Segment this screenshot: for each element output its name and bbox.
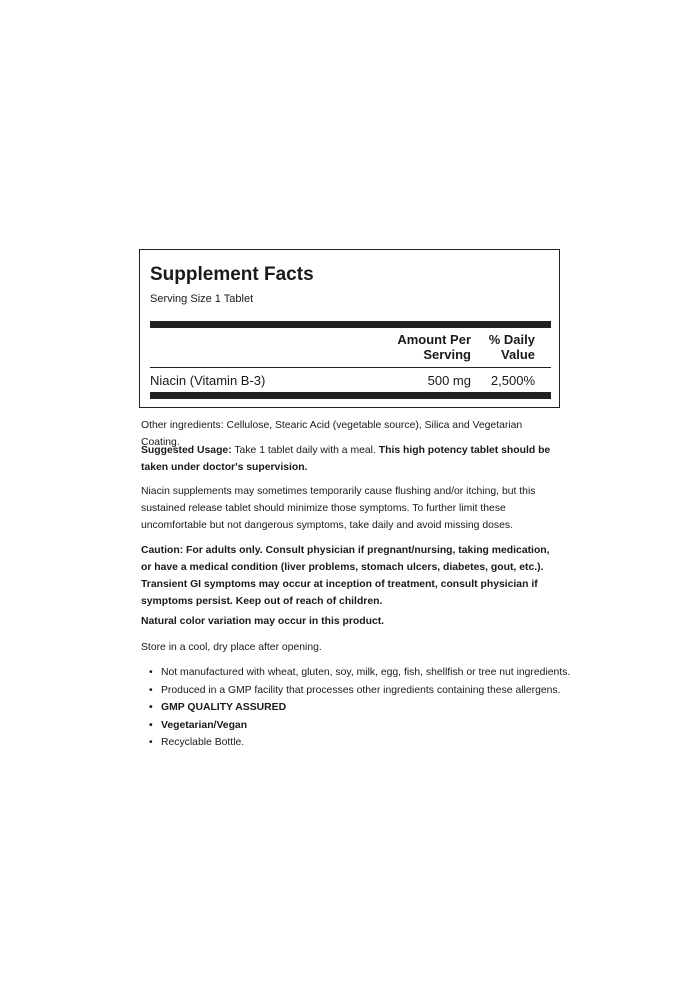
amount-header-line1: Amount Per <box>397 332 471 347</box>
list-item: • Produced in a GMP facility that processes other ingredients containing these allergens. <box>149 682 570 700</box>
suggested-usage <box>141 442 561 476</box>
dv-header-line2: Value <box>501 347 535 362</box>
suggested-usage-text: Take 1 tablet daily with a meal. <box>231 445 379 456</box>
dv-header-line1: % Daily <box>488 332 535 347</box>
facts-divider <box>150 367 551 368</box>
product-features-list <box>149 664 570 752</box>
serving-size: Serving Size 1 Tablet <box>150 293 254 305</box>
list-item: • GMP QUALITY ASSURED <box>149 699 570 717</box>
list-item: • Vegetarian/Vegan <box>149 717 570 735</box>
facts-top-bar <box>150 321 551 328</box>
niacin-note: Niacin supplements may sometimes temporarily cause flushing and/or itching, but this sustained release tablet should minimize those symptoms. To further limit these uncomfortable but not dangerous symptoms, take daily and avoid missing doses. <box>141 486 536 531</box>
caution-text: Caution: For adults only. Consult physician if pregnant/nursing, taking medication, or have a medical condition (liver problems, stomach ulcers, diabetes, gout, etc.). Transient GI symptoms may occur at inception of treatment, consult physician if symptoms persist. Keep out of reach of children. <box>141 545 550 607</box>
facts-bottom-bar <box>150 392 551 399</box>
supplement-facts-panel <box>139 249 560 408</box>
storage-note: Store in a cool, dry place after opening. <box>141 642 322 653</box>
list-item: • Not manufactured with wheat, gluten, soy, milk, egg, fish, shellfish or tree nut ingredients. <box>149 664 570 682</box>
other-ingredients: Other ingredients: Cellulose, Stearic Acid (vegetable source), Silica and Vegetarian Coating. <box>141 420 523 448</box>
daily-value-header <box>489 332 535 362</box>
nutrient-name: Niacin (Vitamin B-3) <box>150 373 266 388</box>
amount-header-line2: Serving <box>423 347 471 362</box>
amount-per-serving-header <box>397 332 471 362</box>
suggested-usage-warning: This high potency tablet should be taken under doctor's supervision. <box>141 445 551 473</box>
facts-title: Supplement Facts <box>150 264 314 285</box>
list-item: • Recyclable Bottle. <box>149 734 570 752</box>
color-variation-note: Natural color variation may occur in this product. <box>141 616 385 627</box>
nutrient-amount: 500 mg <box>427 373 471 388</box>
suggested-usage-label: Suggested Usage: <box>141 445 232 456</box>
nutrient-daily-value: 2,500% <box>490 373 535 388</box>
